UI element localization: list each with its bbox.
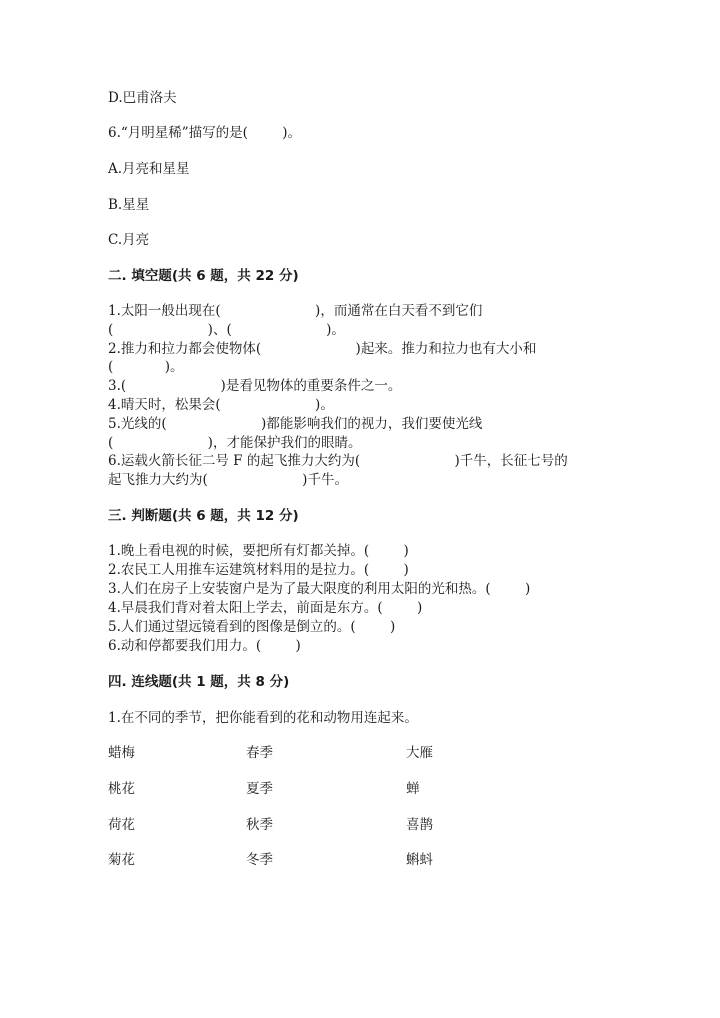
q6-option-b: B.星星: [108, 197, 150, 213]
prev-question-option-d: D.巴甫洛夫: [108, 90, 177, 106]
true-false-item: 2.农民工人用推车运建筑材料用的是拉力。( ): [108, 562, 409, 578]
section-heading-true-false: 三. 判断题(共 6 题，共 12 分): [108, 508, 299, 524]
section-heading-matching: 四. 连线题(共 1 题，共 8 分): [108, 674, 290, 690]
fill-blank-line: 1.太阳一般出现在( )，而通常在白天看不到它们: [108, 303, 483, 319]
fill-blank-line: ( )，才能保护我们的眼睛。: [108, 435, 362, 451]
true-false-item: 4.早晨我们背对着太阳上学去，前面是东方。( ): [108, 600, 423, 616]
fill-blank-line: ( )。: [108, 359, 184, 375]
matching-flower: 菊花: [108, 852, 135, 868]
true-false-item: 3.人们在房子上安装窗户是为了最大限度的利用太阳的光和热。( ): [108, 581, 531, 597]
fill-blank-line: ( )、( )。: [108, 322, 345, 338]
true-false-item: 1.晚上看电视的时候，要把所有灯都关掉。( ): [108, 543, 409, 559]
q6-option-a: A.月亮和星星: [108, 161, 190, 177]
question-6: 6.“月明星稀”描写的是( )。: [108, 125, 302, 141]
matching-animal: 大雁: [406, 745, 433, 761]
true-false-item: 6.动和停都要我们用力。( ): [108, 638, 301, 654]
matching-season: 夏季: [246, 781, 273, 797]
matching-flower: 蜡梅: [108, 745, 135, 761]
matching-animal: 蝌蚪: [406, 852, 433, 868]
true-false-item: 5.人们通过望远镜看到的图像是倒立的。( ): [108, 619, 396, 635]
matching-flower: 荷花: [108, 817, 135, 833]
fill-blank-line: 3.( )是看见物体的重要条件之一。: [108, 378, 402, 394]
fill-blank-line: 5.光线的( )都能影响我们的视力，我们要使光线: [108, 416, 483, 432]
matching-animal: 喜鹊: [406, 817, 433, 833]
fill-blank-line: 6.运载火箭长征二号 F 的起飞推力大约为( )千牛，长征七号的: [108, 453, 568, 469]
fill-blank-line: 4.晴天时，松果会( )。: [108, 397, 334, 413]
matching-season: 冬季: [246, 852, 273, 868]
matching-animal: 蝉: [406, 781, 420, 797]
matching-season: 秋季: [246, 817, 273, 833]
fill-blank-line: 起飞推力大约为( )千牛。: [108, 472, 348, 488]
section-heading-fill-blank: 二. 填空题(共 6 题，共 22 分): [108, 268, 299, 284]
fill-blank-line: 2.推力和拉力都会使物体( )起来。推力和拉力也有大小和: [108, 341, 537, 357]
matching-season: 春季: [246, 745, 273, 761]
matching-question: 1.在不同的季节，把你能看到的花和动物用连起来。: [108, 710, 418, 726]
matching-flower: 桃花: [108, 781, 135, 797]
q6-option-c: C.月亮: [108, 232, 150, 248]
